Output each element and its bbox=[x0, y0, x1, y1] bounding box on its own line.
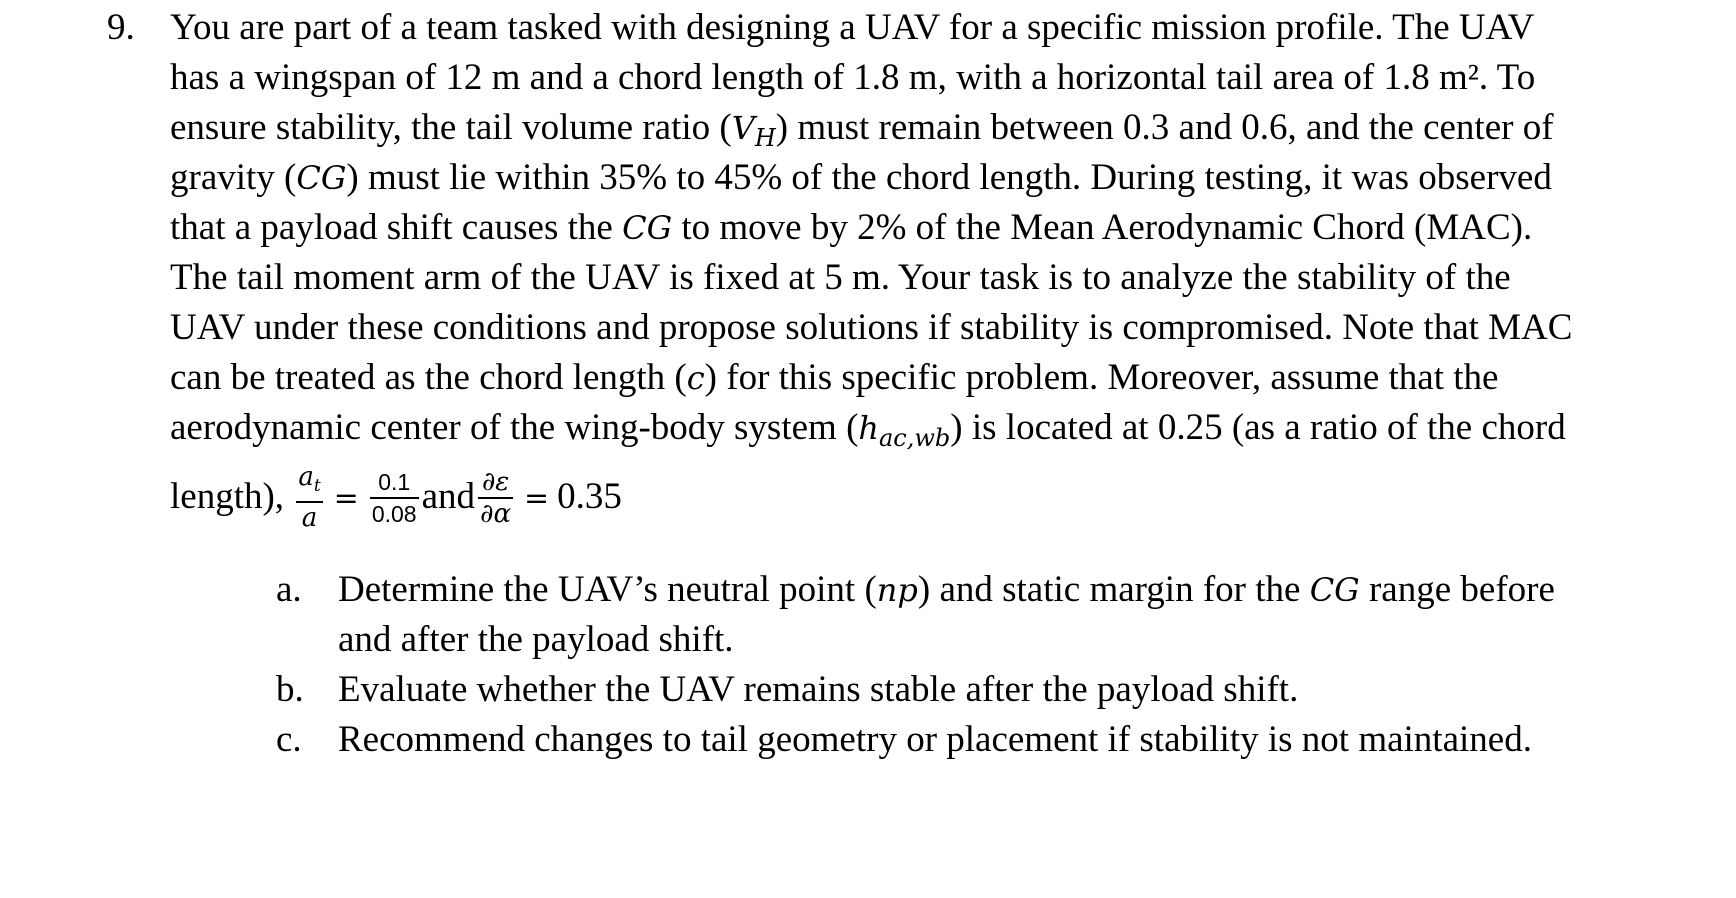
cg-symbol: CG bbox=[622, 209, 673, 247]
sub-question-a-line-2: and after the payload shift. bbox=[338, 619, 734, 660]
tail-volume-subscript: H bbox=[754, 124, 776, 152]
line-text: You are part of a team tasked with designing a UAV for a specific mission profile. The UAV bbox=[170, 7, 1535, 48]
fraction-denominator: 0.08 bbox=[371, 500, 417, 527]
sub-question-label-c: c. bbox=[276, 719, 302, 760]
neutral-point-symbol: np bbox=[876, 571, 918, 609]
line-text: has a wingspan of 12 m and a chord length of 1.8 m, with a horizontal tail area of 1.8 m². To bbox=[170, 57, 1536, 98]
fraction-numerator: 0.1 bbox=[370, 467, 419, 499]
question-line-8 bbox=[170, 352, 1498, 404]
tail-volume-symbol: V bbox=[731, 109, 755, 147]
line-text: can be treated as the chord length ( bbox=[170, 357, 687, 398]
question-line-5 bbox=[170, 202, 1532, 254]
question-line-4 bbox=[170, 152, 1552, 204]
numerator-symbol: a bbox=[298, 462, 314, 492]
numerator-subscript: t bbox=[313, 476, 321, 497]
sub-question-c-line-1: Recommend changes to tail geometry or placement if stability is not maintained. bbox=[338, 719, 1532, 760]
chord-symbol: c bbox=[686, 359, 705, 397]
fraction-denominator: ∂α bbox=[480, 498, 512, 529]
downwash-gradient-fraction bbox=[478, 467, 513, 529]
sub-question-label-a: a. bbox=[276, 569, 302, 610]
aero-center-subscript: ac,wb bbox=[879, 424, 951, 452]
question-line-2 bbox=[170, 52, 1535, 103]
sub-question-label-b: b. bbox=[276, 669, 304, 710]
aero-center-symbol: h bbox=[858, 409, 879, 447]
fraction-numerator: ∂ε bbox=[478, 467, 513, 499]
line-text: that a payload shift causes the bbox=[170, 207, 623, 248]
lift-slope-ratio-fraction bbox=[296, 462, 322, 533]
question-line-9 bbox=[170, 402, 1566, 457]
line-text: gravity ( bbox=[170, 157, 297, 198]
downwash-value: 0.35 bbox=[557, 476, 622, 518]
question-line-10 bbox=[170, 464, 622, 535]
and-text: and bbox=[421, 476, 476, 518]
line-text: range before bbox=[1359, 569, 1555, 610]
sub-question-b-line-1: Evaluate whether the UAV remains stable after the payload shift. bbox=[338, 669, 1299, 710]
fraction-denominator: a bbox=[301, 503, 318, 534]
equals-sign: = bbox=[524, 481, 550, 517]
sub-question-a-line-1 bbox=[338, 564, 1555, 616]
numeric-ratio-fraction bbox=[370, 467, 419, 529]
question-line-1 bbox=[170, 2, 1534, 53]
line-text: The tail moment arm of the UAV is fixed at 5 m. Your task is to analyze the stability of the bbox=[170, 257, 1511, 298]
line-text: ) for this specific problem. Moreover, assume that the bbox=[704, 357, 1499, 398]
line-text: aerodynamic center of the wing-body system ( bbox=[170, 407, 859, 448]
line-text: ) and static margin for the bbox=[917, 569, 1310, 610]
fraction-numerator bbox=[296, 462, 322, 503]
line-text: Determine the UAV’s neutral point ( bbox=[338, 569, 877, 610]
line-text: ) is located at 0.25 (as a ratio of the chord bbox=[950, 407, 1566, 448]
line-text: ) must lie within 35% to 45% of the chord length. During testing, it was observed bbox=[346, 157, 1552, 198]
cg-symbol: CG bbox=[1309, 571, 1360, 609]
line-text: to move by 2% of the Mean Aerodynamic Chord (MAC). bbox=[672, 207, 1533, 248]
question-line-3 bbox=[170, 102, 1554, 157]
cg-symbol: CG bbox=[296, 159, 347, 197]
line-text: UAV under these conditions and propose solutions if stability is compromised. Note that MAC bbox=[170, 307, 1573, 348]
question-line-6 bbox=[170, 252, 1511, 303]
line-text: ensure stability, the tail volume ratio ( bbox=[170, 107, 732, 148]
line-text: ) must remain between 0.3 and 0.6, and the center of bbox=[775, 107, 1554, 148]
question-line-7 bbox=[170, 302, 1572, 353]
line-text: length), bbox=[170, 476, 294, 518]
equals-sign: = bbox=[333, 481, 359, 517]
question-number: 9. bbox=[107, 7, 135, 48]
